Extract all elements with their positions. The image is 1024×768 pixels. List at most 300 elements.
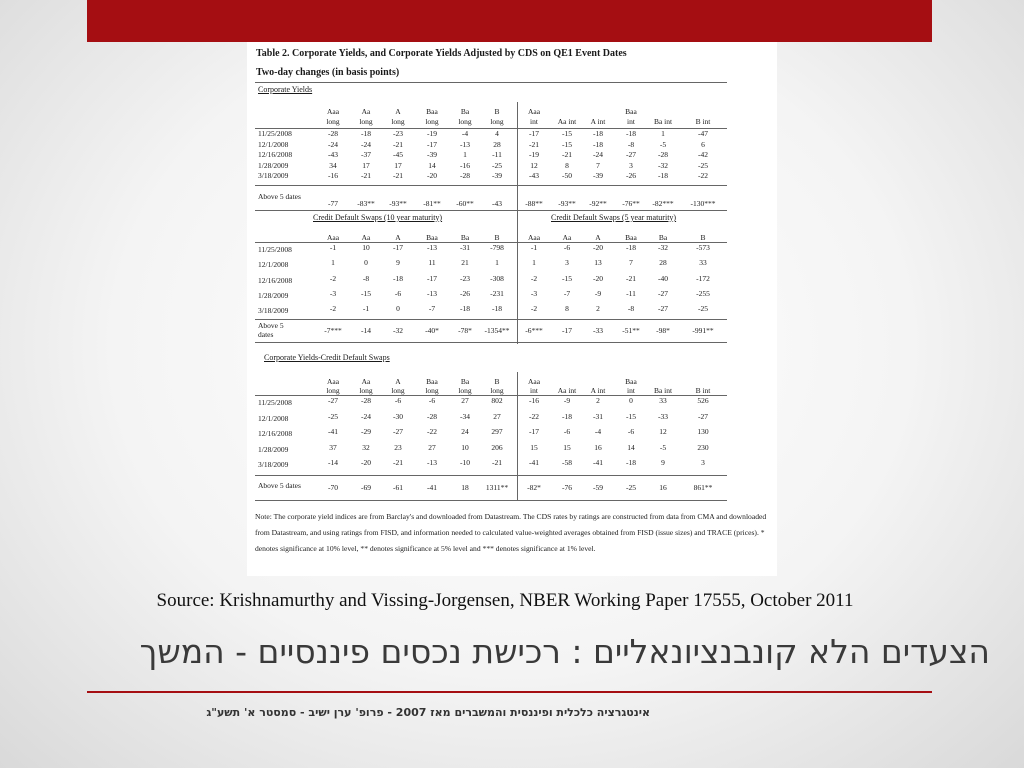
table-cell-above: -33 xyxy=(593,326,603,335)
table-cell: -9 xyxy=(563,396,571,405)
table-cell-above: -51** xyxy=(622,326,640,335)
table-cell: -9 xyxy=(594,288,602,298)
table-cell: -1 xyxy=(530,243,538,252)
table-cell: 1 xyxy=(495,258,499,268)
row-date: 12/16/2008 xyxy=(258,275,293,285)
table-cell: -798 xyxy=(490,243,504,252)
table-cell: -21 xyxy=(393,458,403,467)
table-cell-above: -60** xyxy=(456,199,474,208)
table-cell: -16 xyxy=(460,160,470,170)
title-underline xyxy=(87,691,932,693)
table-cell: -18 xyxy=(626,243,636,252)
table-cell-above: -25 xyxy=(626,483,636,492)
table-cell: -25 xyxy=(328,411,338,421)
table-cell: 17 xyxy=(362,160,370,170)
column-header: Aa xyxy=(361,377,371,386)
table-cell-above: -93** xyxy=(389,199,407,208)
table-cell: 0 xyxy=(364,258,368,268)
table-cell: -15 xyxy=(562,273,572,283)
table-cell: -13 xyxy=(427,243,437,252)
table-cell: -13 xyxy=(427,458,437,467)
table-cell: -16 xyxy=(328,171,338,180)
table-cell: 27 xyxy=(493,411,501,421)
table-cell: -15 xyxy=(562,129,572,138)
table-cell: 14 xyxy=(627,442,635,452)
above-label: Above 5 dates xyxy=(258,192,301,201)
table-cell: -7 xyxy=(428,304,436,314)
table-cell: -6 xyxy=(563,243,571,252)
table-cell-above: -70 xyxy=(328,483,338,492)
table-cell: 1 xyxy=(532,258,536,268)
table-cell: -40 xyxy=(658,273,668,283)
table-cell-above: -83** xyxy=(357,199,375,208)
table-cell: -19 xyxy=(427,129,437,138)
column-header: Aa int xyxy=(557,117,577,126)
footer-text: אינטגרציה כלכלית ופיננסית והמשברים מאז 2007 - פרופ' ערן ישיב - סמסטר א' תשע"ג xyxy=(206,706,650,719)
table-cell: 12 xyxy=(659,427,667,436)
table-cell: -13 xyxy=(427,288,437,298)
column-header: long xyxy=(326,117,340,126)
table-subtitle: Two-day changes (in basis points) xyxy=(256,67,400,78)
column-header: Aaa xyxy=(527,107,541,116)
table-cell: -1 xyxy=(362,304,370,314)
row-date: 11/25/2008 xyxy=(258,129,292,138)
table-cell: -13 xyxy=(460,139,470,149)
column-header: Baa xyxy=(426,233,438,242)
table-cell: -8 xyxy=(627,304,635,314)
table-cell: -18 xyxy=(393,273,403,283)
table-cell: -255 xyxy=(696,288,710,298)
row-date: 12/1/2008 xyxy=(258,139,289,149)
table-cell: -28 xyxy=(361,396,371,405)
table-cell-above: -69 xyxy=(361,483,371,492)
table-cell: -39 xyxy=(593,171,603,180)
column-header: A int xyxy=(590,117,606,126)
table-cell: -573 xyxy=(696,243,710,252)
row-date: 1/28/2009 xyxy=(258,290,289,300)
row-date: 12/16/2008 xyxy=(258,150,293,159)
table-cell: 206 xyxy=(491,442,503,452)
table-cell: -23 xyxy=(393,129,403,138)
column-header: B xyxy=(494,377,500,386)
table-cell: -39 xyxy=(492,171,502,180)
row-date: 12/1/2008 xyxy=(258,260,289,270)
above-label: Above 5 xyxy=(258,321,284,330)
table-cell: 28 xyxy=(493,139,501,149)
table-cell: -6 xyxy=(394,396,402,405)
table-cell: -308 xyxy=(490,273,504,283)
table-cell: -231 xyxy=(490,288,504,298)
panel-title: Corporate Yields-Credit Default Swaps xyxy=(264,353,390,362)
table-cell: -15 xyxy=(562,139,572,149)
table-cell: -20 xyxy=(593,243,603,252)
table-cell-above: -76** xyxy=(622,199,640,208)
slide-title: הצעדים הלא קונבנציונאליים : רכישת נכסים פיננסיים - המשך xyxy=(139,632,990,671)
table-cell: -32 xyxy=(658,160,668,170)
table-cell: 1 xyxy=(331,258,335,268)
table-cell: -2 xyxy=(530,304,538,314)
table-cell: -5 xyxy=(659,442,667,452)
table-cell: -29 xyxy=(361,427,371,436)
row-date: 11/25/2008 xyxy=(258,245,292,254)
table-cell-above: -43 xyxy=(492,199,502,208)
table-cell: -34 xyxy=(460,411,470,421)
column-header: Baa xyxy=(625,107,637,116)
table-cell: 27 xyxy=(428,442,436,452)
above-label: Above 5 dates xyxy=(258,481,301,490)
table-cell: -18 xyxy=(492,304,502,314)
table-cell: -4 xyxy=(461,129,469,138)
table-title: Table 2. Corporate Yields, and Corporate Yields Adjusted by CDS on QE1 Event Dates xyxy=(256,48,627,59)
table-cell: 11 xyxy=(428,258,436,268)
table-cell: 230 xyxy=(697,442,709,452)
table-rule xyxy=(255,185,727,186)
column-header: long xyxy=(458,117,472,126)
column-header: long xyxy=(458,386,472,395)
table-cell: 21 xyxy=(461,258,469,268)
table-cell: -2 xyxy=(329,273,337,283)
table-cell: -24 xyxy=(328,139,338,149)
table-cell: -39 xyxy=(427,150,437,159)
table-cell: -37 xyxy=(361,150,371,159)
column-header: Aa xyxy=(562,233,572,242)
table-cell: -28 xyxy=(328,129,338,138)
table-cell: 14 xyxy=(428,160,436,170)
table-cell-above: -991** xyxy=(692,326,714,335)
table-cell-above: 1311** xyxy=(485,483,509,492)
column-header: Baa xyxy=(625,233,637,242)
table-cell: -18 xyxy=(593,139,603,149)
column-header: Ba xyxy=(460,377,470,386)
table-cell: -18 xyxy=(562,411,572,421)
table-cell: -10 xyxy=(460,458,470,467)
table-image xyxy=(247,42,777,576)
table-cell: -25 xyxy=(698,160,708,170)
table-cell: -7 xyxy=(563,288,571,298)
table-rule xyxy=(255,475,727,476)
table-cell: 23 xyxy=(394,442,402,452)
table-rule xyxy=(255,319,727,320)
row-date: 11/25/2008 xyxy=(258,398,292,407)
above-label: dates xyxy=(258,330,274,339)
table-cell: 28 xyxy=(659,258,667,268)
table-cell: -30 xyxy=(393,411,403,421)
column-header: B int xyxy=(695,386,711,395)
column-header: long xyxy=(425,386,439,395)
table-cell: -11 xyxy=(626,288,636,298)
table-cell: -21 xyxy=(529,139,539,149)
column-header: long xyxy=(391,386,405,395)
column-header: Baa xyxy=(426,107,438,116)
panel-title: Corporate Yields xyxy=(258,85,313,94)
table-cell: -28 xyxy=(460,171,470,180)
table-cell: -14 xyxy=(328,458,338,467)
row-date: 3/18/2009 xyxy=(258,460,289,469)
column-header: Ba int xyxy=(653,386,673,395)
table-cell: -8 xyxy=(627,139,635,149)
table-cell-above: -1354** xyxy=(484,326,510,335)
column-header: B xyxy=(494,233,500,242)
table-cell-above: -14 xyxy=(361,326,371,335)
table-cell: -26 xyxy=(626,171,636,180)
table-cell: 8 xyxy=(565,160,569,170)
table-cell: 10 xyxy=(461,442,469,452)
table-cell: -25 xyxy=(698,304,708,314)
table-cell: -5 xyxy=(659,139,667,149)
table-cell: 34 xyxy=(329,160,337,170)
table-cell-above: -6*** xyxy=(525,326,543,335)
table-cell: -21 xyxy=(562,150,572,159)
column-header: A xyxy=(395,377,401,386)
column-header: Ba xyxy=(460,233,470,242)
table-cell: -41 xyxy=(328,427,338,436)
column-header: Baa xyxy=(426,377,438,386)
table-cell: 10 xyxy=(362,243,370,252)
table-cell-above: -82* xyxy=(527,483,541,492)
table-rule xyxy=(255,500,727,501)
row-date: 12/1/2008 xyxy=(258,413,289,423)
table-cell: -18 xyxy=(460,304,470,314)
table-cell: 33 xyxy=(659,396,667,405)
table-cell: -21 xyxy=(626,273,636,283)
table-cell: -27 xyxy=(658,288,668,298)
table-cell: -18 xyxy=(361,129,371,138)
column-header: Ba xyxy=(460,107,470,116)
table-cell: -18 xyxy=(626,458,636,467)
table-cell: -24 xyxy=(361,139,371,149)
table-cell-above: -17 xyxy=(562,326,572,335)
table-cell: 15 xyxy=(530,442,538,452)
row-date: 3/18/2009 xyxy=(258,306,289,316)
table-cell: -16 xyxy=(529,396,539,405)
column-header: long xyxy=(490,117,504,126)
table-cell-above: -7*** xyxy=(324,326,342,335)
column-header: Aaa xyxy=(527,233,541,242)
column-header: B xyxy=(494,107,500,116)
table-cell: -20 xyxy=(361,458,371,467)
table-cell: 297 xyxy=(491,427,503,436)
table-cell-above: -93** xyxy=(558,199,576,208)
row-date: 1/28/2009 xyxy=(258,160,289,170)
column-header: Aa int xyxy=(557,386,577,395)
table-cell: -31 xyxy=(593,411,603,421)
column-header: Aaa xyxy=(326,107,340,116)
column-header: B xyxy=(700,233,706,242)
table-cell: 6 xyxy=(701,139,705,149)
table-cell: 1 xyxy=(661,129,665,138)
table-cell: -32 xyxy=(658,243,668,252)
source-citation: Source: Krishnamurthy and Vissing-Jorgensen, NBER Working Paper 17555, October 2011 xyxy=(156,590,854,611)
table-cell-above: -32 xyxy=(393,326,403,335)
table-cell-above: -61 xyxy=(393,483,403,492)
column-header: Aaa xyxy=(326,233,340,242)
table-cell-above: -130*** xyxy=(690,199,716,208)
table-cell: -21 xyxy=(492,458,502,467)
table-rule xyxy=(255,342,727,343)
column-header: int xyxy=(627,386,635,395)
column-header: long xyxy=(391,117,405,126)
table-cell: -6 xyxy=(563,427,571,436)
table-cell: -18 xyxy=(593,129,603,138)
table-cell-above: -98* xyxy=(656,326,670,335)
table-cell: -27 xyxy=(393,427,403,436)
table-cell: -19 xyxy=(529,150,539,159)
table-cell: -26 xyxy=(460,288,470,298)
table-cell: 32 xyxy=(362,442,370,452)
table-cell-above: 16 xyxy=(659,483,667,492)
row-date: 3/18/2009 xyxy=(258,171,289,180)
table-cell: 130 xyxy=(697,427,709,436)
table-rule xyxy=(255,82,727,83)
table-cell: -15 xyxy=(626,411,636,421)
table-cell: 2 xyxy=(596,304,600,314)
row-date: 1/28/2009 xyxy=(258,444,289,454)
table-cell-above: -76 xyxy=(562,483,572,492)
table-cell: -31 xyxy=(460,243,470,252)
table-cell: -17 xyxy=(393,243,403,252)
table-cell: 3 xyxy=(629,160,633,170)
table-cell: -28 xyxy=(427,411,437,421)
column-header: Aaa xyxy=(326,377,340,386)
column-header: A xyxy=(395,107,401,116)
table-cell-above: -92** xyxy=(589,199,607,208)
table-cell: -28 xyxy=(658,150,668,159)
table-cell: 9 xyxy=(661,458,665,467)
table-cell: 27 xyxy=(461,396,469,405)
table-cell: 15 xyxy=(563,442,571,452)
table-cell: 7 xyxy=(629,258,633,268)
table-cell: -17 xyxy=(529,129,539,138)
table-cell: -6 xyxy=(428,396,436,405)
table-cell: -15 xyxy=(361,288,371,298)
table-cell: -27 xyxy=(328,396,338,405)
table-cell: -18 xyxy=(658,171,668,180)
table-cell: -172 xyxy=(696,273,710,283)
panel-title: Credit Default Swaps (10 year maturity) xyxy=(313,213,443,222)
table-cell: -45 xyxy=(393,150,403,159)
column-header: B int xyxy=(695,117,711,126)
table-cell: -21 xyxy=(361,171,371,180)
table-cell-above: -59 xyxy=(593,483,603,492)
table-cell-above: 861** xyxy=(693,483,713,492)
table-cell: -20 xyxy=(427,171,437,180)
table-rule xyxy=(255,210,727,211)
column-header: int xyxy=(530,117,538,126)
table-cell-above: -41 xyxy=(427,483,437,492)
table-cell: -17 xyxy=(427,273,437,283)
table-cell: 33 xyxy=(699,258,707,268)
table-cell: -11 xyxy=(492,150,502,159)
table-cell: -18 xyxy=(626,129,636,138)
table-cell-above: -81** xyxy=(423,199,441,208)
table-cell: -27 xyxy=(658,304,668,314)
table-cell: 16 xyxy=(594,442,602,452)
table-cell: -21 xyxy=(393,171,403,180)
column-header: long xyxy=(359,117,373,126)
table-cell-above: -40* xyxy=(425,326,439,335)
table-cell-above: -82*** xyxy=(652,199,674,208)
table-cell: -2 xyxy=(530,273,538,283)
top-accent-bar xyxy=(87,0,932,42)
table-rule xyxy=(255,128,727,129)
table-cell: -27 xyxy=(626,150,636,159)
column-header: Ba xyxy=(658,233,668,242)
column-header: int xyxy=(627,117,635,126)
table-cell: 3 xyxy=(701,458,705,467)
column-header: long xyxy=(326,386,340,395)
table-cell: -43 xyxy=(328,150,338,159)
table-cell: -17 xyxy=(529,427,539,436)
table-cell: -41 xyxy=(593,458,603,467)
table-cell: -47 xyxy=(698,129,708,138)
column-header: A xyxy=(395,233,401,242)
table-cell: -6 xyxy=(627,427,635,436)
table-cell: 7 xyxy=(596,160,600,170)
table-cell: -22 xyxy=(698,171,708,180)
table-cell: -22 xyxy=(529,411,539,421)
table-cell-above: -88** xyxy=(525,199,543,208)
table-cell: -41 xyxy=(529,458,539,467)
table-cell: -21 xyxy=(393,139,403,149)
table-cell: 9 xyxy=(396,258,400,268)
table-cell: -50 xyxy=(562,171,572,180)
table-cell: 1 xyxy=(463,150,467,159)
table-cell: 12 xyxy=(530,160,538,170)
row-date: 12/16/2008 xyxy=(258,429,293,438)
table-cell: -6 xyxy=(394,288,402,298)
column-header: Aa xyxy=(361,233,371,242)
table-cell: 13 xyxy=(594,258,602,268)
table-note: Note: The corporate yield indices are from Barclay's and downloaded from Datastream. The CDS rates by ratings are constructed from data from CMA and downloaded from Datastream, and using ratings from FISD, and information needed to calculated value-weighted averages obtained from FISD (issue sizes) and TRACE (prices). * denotes significance at 10% level, ** denotes significance at 5% level and *** denotes significance at 1% level. xyxy=(255,512,767,553)
column-header: A int xyxy=(590,386,606,395)
column-header: Aaa xyxy=(527,377,541,386)
table-cell: -1 xyxy=(329,243,337,252)
table-cell: 3 xyxy=(565,258,569,268)
column-header: Aa xyxy=(361,107,371,116)
table-cell: -58 xyxy=(562,458,572,467)
table-cell: -22 xyxy=(427,427,437,436)
table-cell: 8 xyxy=(565,304,569,314)
table-cell: 24 xyxy=(461,427,469,436)
table-cell: -3 xyxy=(530,288,538,298)
column-header: long xyxy=(490,386,504,395)
table-cell: -24 xyxy=(593,150,603,159)
table-cell: -2 xyxy=(329,304,337,314)
table-cell: -17 xyxy=(427,139,437,149)
table-cell: -33 xyxy=(658,411,668,421)
table-cell: 526 xyxy=(697,396,709,405)
panel-title: Credit Default Swaps (5 year maturity) xyxy=(551,213,677,222)
column-header: long xyxy=(359,386,373,395)
column-header: long xyxy=(425,117,439,126)
table-cell: 37 xyxy=(329,442,337,452)
column-header: Ba int xyxy=(653,117,673,126)
table-cell: -43 xyxy=(529,171,539,180)
table-cell: -27 xyxy=(698,411,708,421)
table-cell: -4 xyxy=(594,427,602,436)
table-cell-above: -77 xyxy=(328,199,338,208)
table-cell: -23 xyxy=(460,273,470,283)
table-cell-above: 18 xyxy=(461,483,469,492)
table-cell: 2 xyxy=(596,396,600,405)
table-cell: 17 xyxy=(394,160,402,170)
table-cell: -20 xyxy=(593,273,603,283)
table-cell: -8 xyxy=(362,273,370,283)
table-cell: 0 xyxy=(396,304,400,314)
table-cell: -25 xyxy=(492,160,502,170)
table-cell: -24 xyxy=(361,411,371,421)
table-cell: -3 xyxy=(329,288,337,298)
